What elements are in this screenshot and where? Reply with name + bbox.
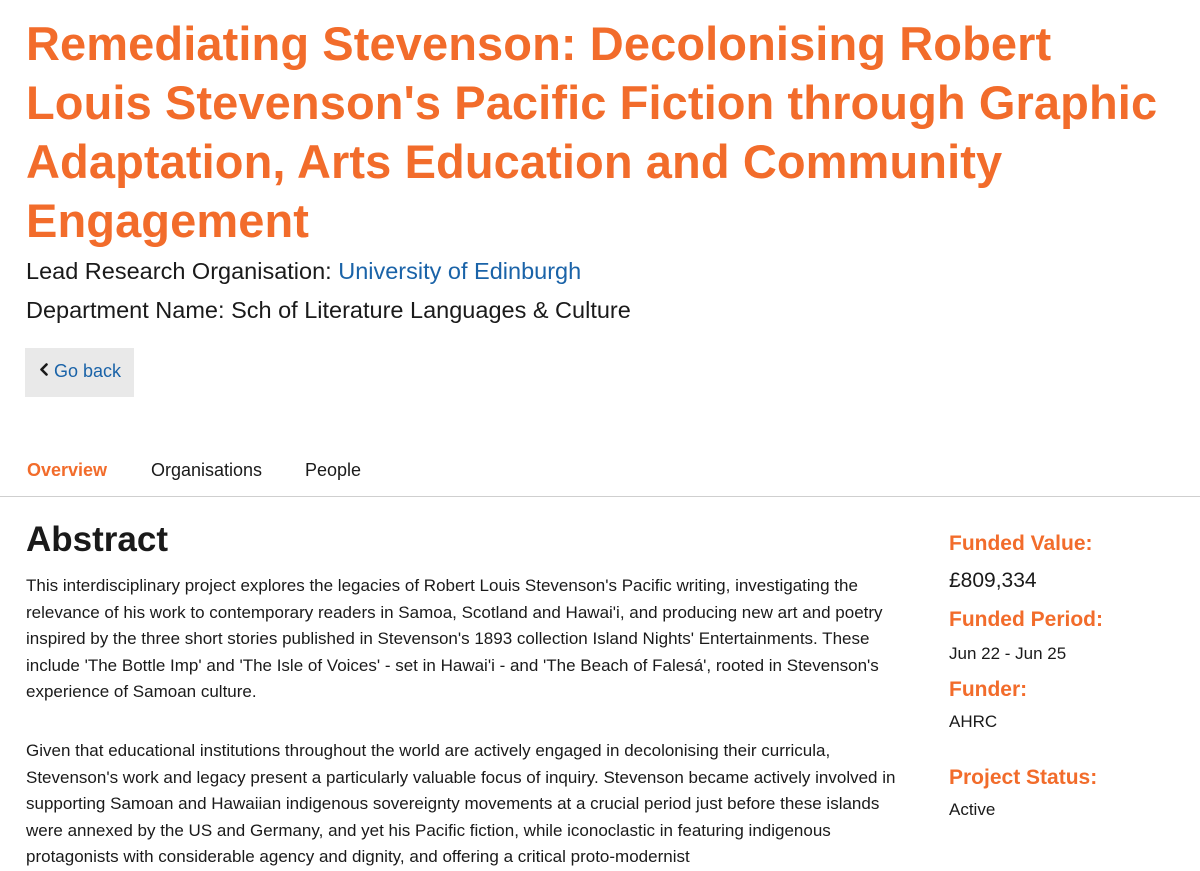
funded-period: Jun 22 - Jun 25: [949, 644, 1067, 663]
go-back-button[interactable]: [25, 348, 134, 397]
abstract-heading: Abstract: [26, 520, 168, 559]
funded-value: £809,334: [949, 569, 1037, 592]
tab-organisations[interactable]: Organisations: [151, 460, 263, 480]
page-title: Remediating Stevenson: Decolonising Robert Louis Stevenson's Pacific Fiction through Graphic Adaptation, Arts Education and Community Engagement: [26, 17, 1158, 247]
funded-value-label: Funded Value:: [949, 532, 1093, 555]
lead-organisation-label: Lead Research Organisation:: [26, 258, 332, 284]
funder-label: Funder:: [949, 678, 1028, 701]
tab-people[interactable]: People: [305, 460, 362, 480]
funder: AHRC: [949, 712, 998, 731]
lead-organisation-link[interactable]: University of Edinburgh: [338, 258, 582, 284]
abstract-paragraph: Given that educational institutions throughout the world are actively engaged in decolonising their curricula, Stevenson's work and legacy present a particularly valuable focus of inquiry. Stevenson became actively involved in supporting Samoan and Hawaiian indigenous sovereignty movements at a crucial period just before these islands were annexed by the US and Germany, and yet his Pacific fiction, while iconoclastic in featuring indigenous protagonists with considerable agency and dignity, and offering a critical proto-modernist: [26, 741, 896, 866]
department-name: Sch of Literature Languages & Culture: [231, 297, 631, 323]
department-label: Department Name:: [26, 297, 225, 323]
chevron-left-icon: [39, 360, 49, 381]
project-status-label: Project Status:: [949, 766, 1098, 789]
funded-period-label: Funded Period:: [949, 608, 1103, 631]
abstract-paragraph: This interdisciplinary project explores the legacies of Robert Louis Stevenson's Pacific writing, investigating the relevance of his work to contemporary readers in Samoa, Scotland and Hawai'i, and producing new art and poetry inspired by the three short stories published in Stevenson's 1893 collection Island Nights' Entertainments. These include 'The Bottle Imp' and 'The Isle of Voices' - set in Hawai'i - and 'The Beach of Falesá', rooted in Stevenson's experience of Samoan culture.: [26, 576, 883, 701]
tab-overview[interactable]: Overview: [27, 460, 108, 480]
project-status: Active: [949, 800, 996, 819]
lead-organisation: [26, 258, 581, 285]
go-back-label: Go back: [54, 361, 122, 381]
tab-bar: [0, 458, 1200, 497]
department: [26, 297, 631, 324]
